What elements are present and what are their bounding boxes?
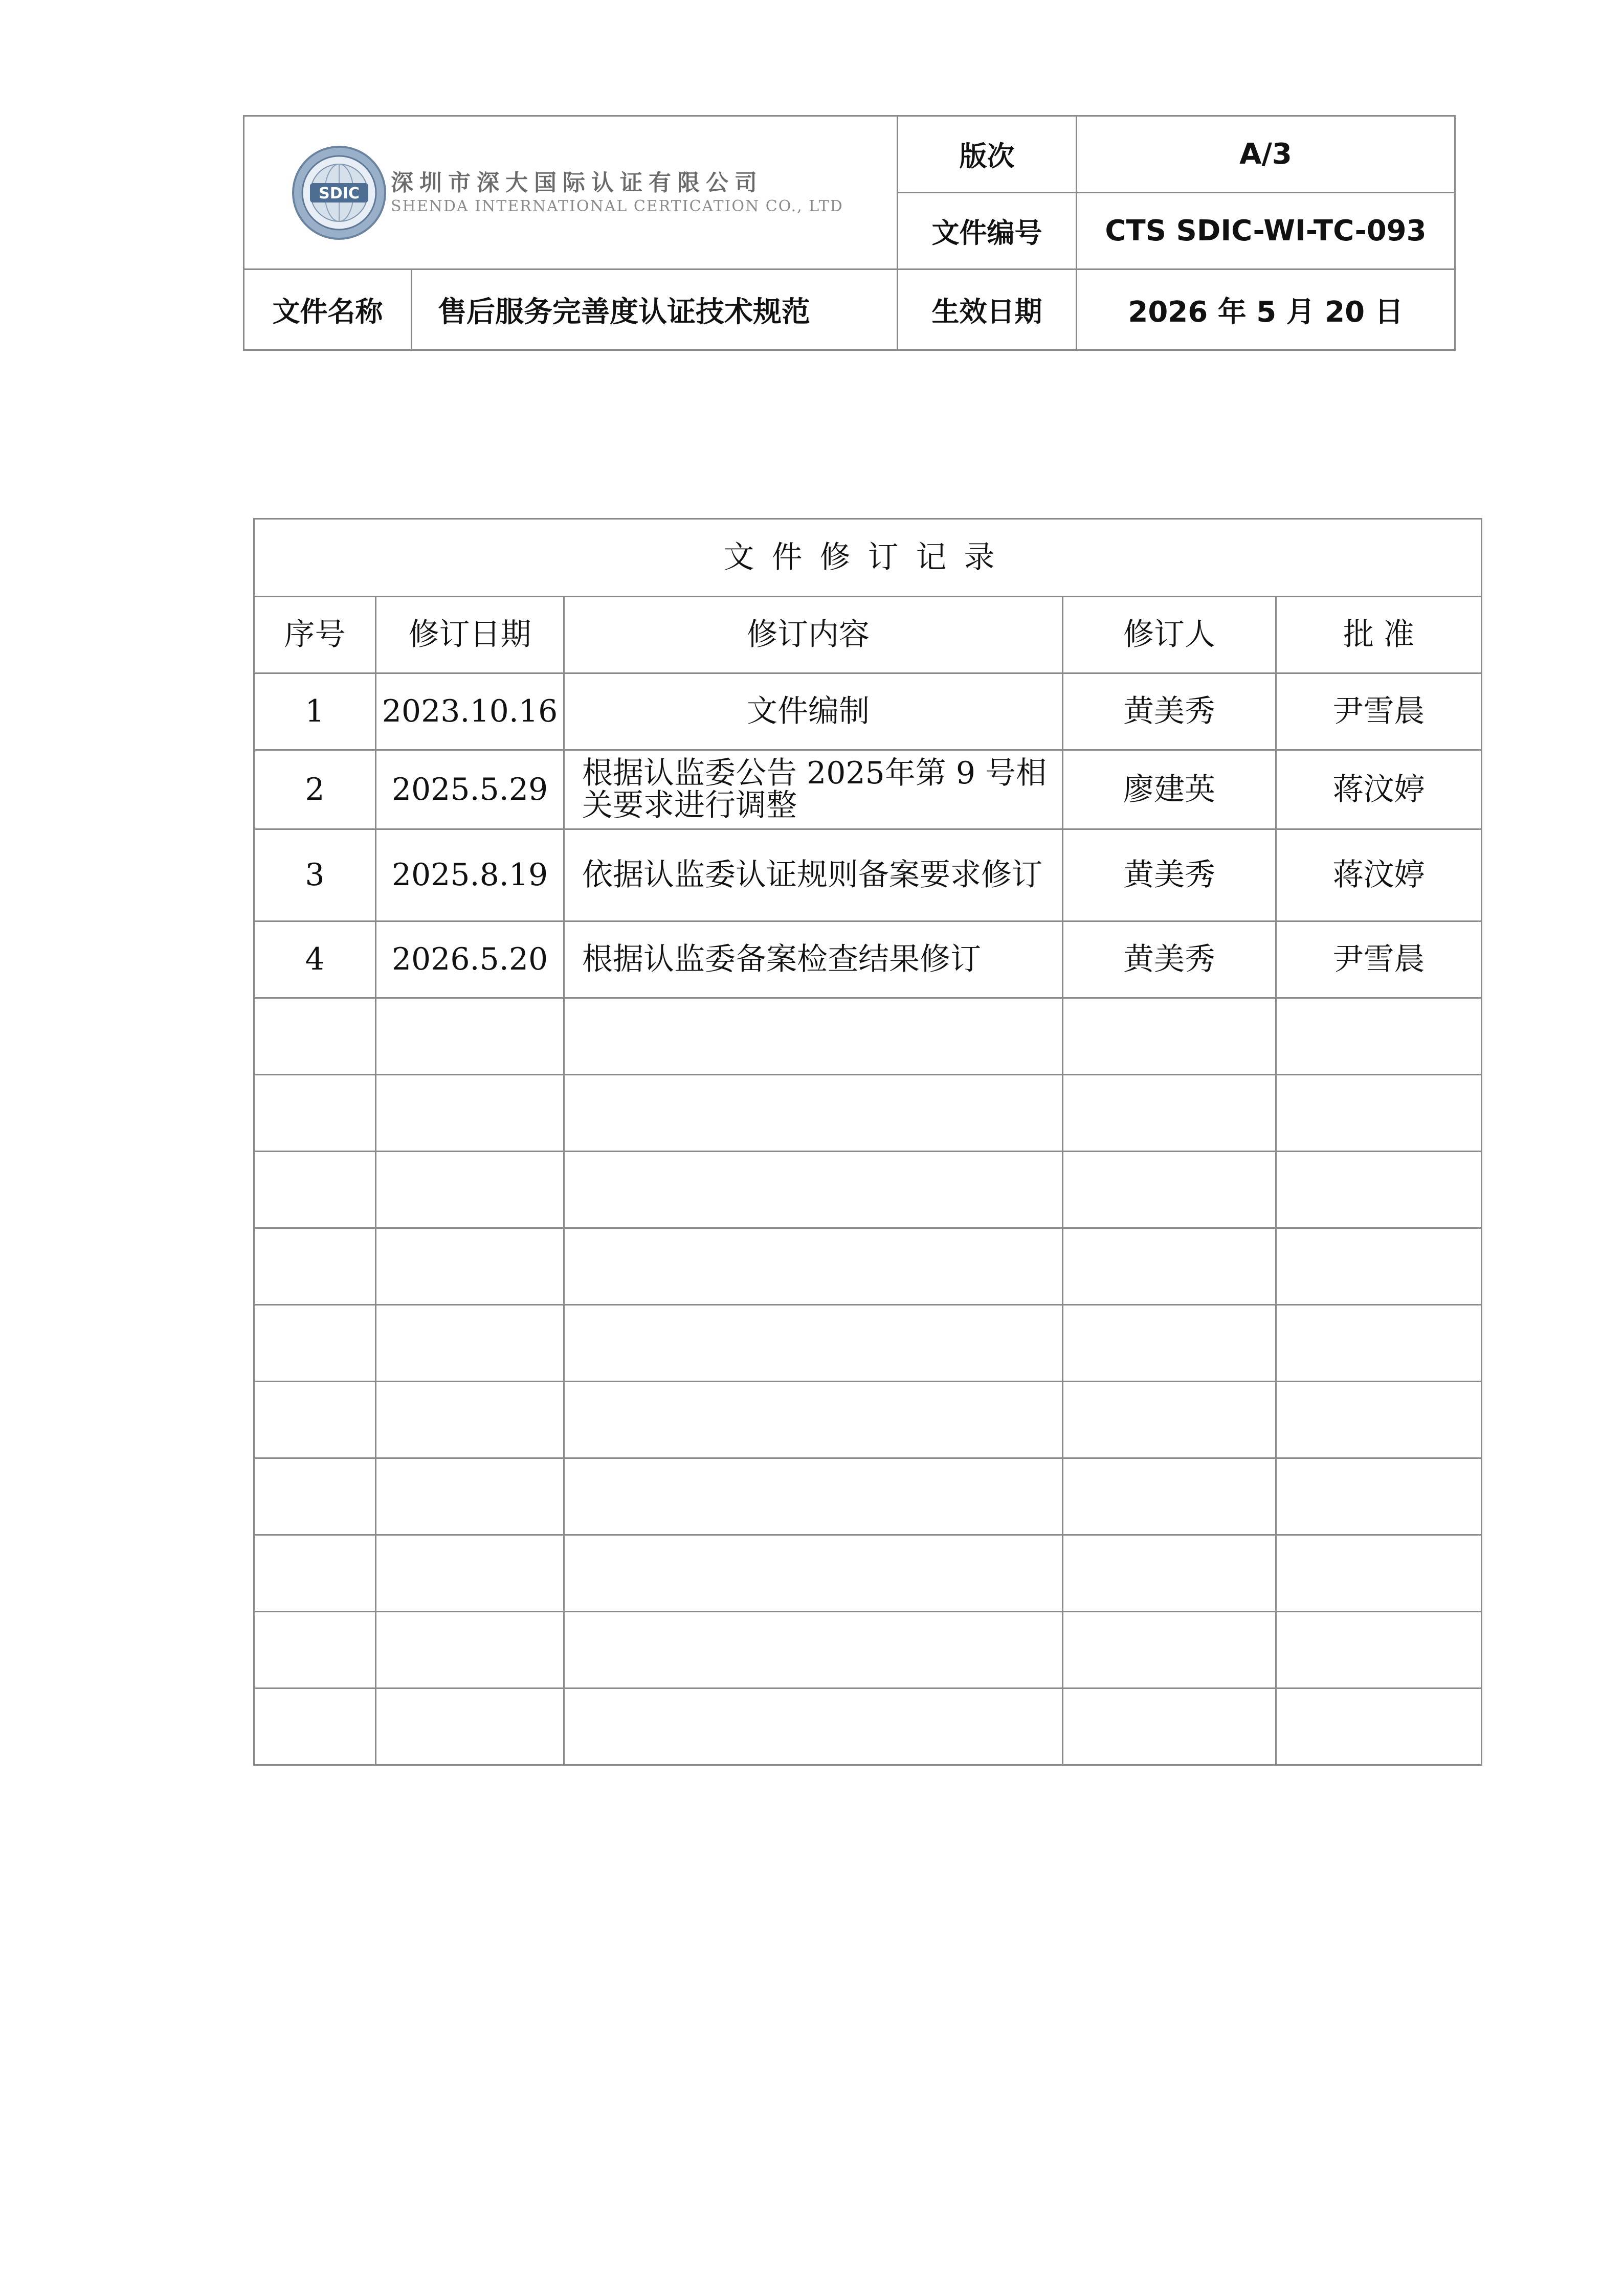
document-header-table xyxy=(243,115,1456,351)
effective-date-value: 2026 年 5 月 20 日 xyxy=(1077,269,1455,350)
empty-cell xyxy=(1276,1689,1482,1765)
table-row xyxy=(254,673,1482,750)
empty-table-row xyxy=(254,1305,1482,1382)
empty-cell xyxy=(254,1305,376,1382)
empty-cell xyxy=(564,1458,1063,1535)
row-reviser: 黄美秀 xyxy=(1063,921,1276,998)
row-approver: 蒋汶婷 xyxy=(1276,750,1482,829)
doc-name-value: 售后服务完善度认证技术规范 xyxy=(412,269,898,350)
company-name-cn: 深圳市深大国际认证有限公司 xyxy=(391,170,763,196)
empty-table-row xyxy=(254,1152,1482,1228)
empty-cell xyxy=(254,1382,376,1458)
empty-cell xyxy=(1063,1612,1276,1689)
empty-cell xyxy=(1063,1382,1276,1458)
revision-record-table xyxy=(253,518,1482,1766)
empty-table-row xyxy=(254,1075,1482,1152)
table-row xyxy=(254,921,1482,998)
empty-cell xyxy=(1276,1458,1482,1535)
empty-cell xyxy=(254,1152,376,1228)
empty-cell xyxy=(1063,1535,1276,1612)
empty-cell xyxy=(564,1228,1063,1305)
row-reviser: 黄美秀 xyxy=(1063,673,1276,750)
doc-name-label: 文件名称 xyxy=(244,269,412,350)
table-row xyxy=(254,750,1482,829)
company-logo-icon xyxy=(291,144,388,241)
empty-cell xyxy=(564,1152,1063,1228)
empty-cell xyxy=(1063,1305,1276,1382)
empty-cell xyxy=(564,1382,1063,1458)
column-header-no: 序号 xyxy=(254,597,376,673)
empty-cell xyxy=(1276,998,1482,1075)
empty-cell xyxy=(564,1075,1063,1152)
company-logo-block xyxy=(244,116,898,269)
row-reviser: 黄美秀 xyxy=(1063,829,1276,921)
row-content: 依据认监委认证规则备案要求修订 xyxy=(564,829,1063,921)
row-no: 1 xyxy=(254,673,376,750)
empty-cell xyxy=(564,1535,1063,1612)
row-date: 2025.8.19 xyxy=(376,829,564,921)
empty-cell xyxy=(1276,1382,1482,1458)
row-no: 2 xyxy=(254,750,376,829)
empty-cell xyxy=(564,1689,1063,1765)
column-header-approver: 批 准 xyxy=(1276,597,1482,673)
row-date: 2025.5.29 xyxy=(376,750,564,829)
row-approver: 蒋汶婷 xyxy=(1276,829,1482,921)
company-name-en: SHENDA INTERNATIONAL CERTICATION CO., LTD xyxy=(391,197,843,216)
row-date: 2023.10.16 xyxy=(376,673,564,750)
empty-cell xyxy=(376,1535,564,1612)
column-header-reviser: 修订人 xyxy=(1063,597,1276,673)
empty-cell xyxy=(254,1075,376,1152)
doc-number-label: 文件编号 xyxy=(898,193,1077,269)
row-approver: 尹雪晨 xyxy=(1276,673,1482,750)
column-header-date: 修订日期 xyxy=(376,597,564,673)
empty-table-row xyxy=(254,998,1482,1075)
row-content: 文件编制 xyxy=(564,673,1063,750)
empty-cell xyxy=(254,998,376,1075)
row-content: 根据认监委备案检查结果修订 xyxy=(564,921,1063,998)
empty-table-row xyxy=(254,1382,1482,1458)
empty-cell xyxy=(254,1228,376,1305)
empty-cell xyxy=(376,1689,564,1765)
empty-cell xyxy=(376,1305,564,1382)
empty-cell xyxy=(376,1075,564,1152)
table-row xyxy=(254,829,1482,921)
row-content: 根据认监委公告 2025年第 9 号相关要求进行调整 xyxy=(564,750,1063,829)
logo-mark-text: SDIC xyxy=(319,184,360,202)
empty-cell xyxy=(254,1689,376,1765)
empty-cell xyxy=(1276,1612,1482,1689)
row-no: 3 xyxy=(254,829,376,921)
empty-cell xyxy=(376,1152,564,1228)
empty-cell xyxy=(564,1305,1063,1382)
empty-cell xyxy=(1276,1535,1482,1612)
version-label: 版次 xyxy=(898,116,1077,193)
empty-cell xyxy=(376,1612,564,1689)
empty-table-row xyxy=(254,1689,1482,1765)
empty-cell xyxy=(376,1458,564,1535)
empty-table-row xyxy=(254,1612,1482,1689)
empty-cell xyxy=(376,998,564,1075)
empty-cell xyxy=(1063,1075,1276,1152)
empty-cell xyxy=(1063,1458,1276,1535)
empty-table-row xyxy=(254,1535,1482,1612)
doc-number-value: CTS SDIC-WI-TC-093 xyxy=(1077,193,1455,269)
empty-cell xyxy=(254,1458,376,1535)
row-reviser: 廖建英 xyxy=(1063,750,1276,829)
empty-cell xyxy=(376,1382,564,1458)
empty-cell xyxy=(564,998,1063,1075)
empty-cell xyxy=(1063,1152,1276,1228)
empty-table-row xyxy=(254,1228,1482,1305)
empty-cell xyxy=(1063,1228,1276,1305)
empty-table-row xyxy=(254,1458,1482,1535)
empty-cell xyxy=(1276,1075,1482,1152)
row-date: 2026.5.20 xyxy=(376,921,564,998)
empty-cell xyxy=(376,1228,564,1305)
empty-cell xyxy=(1276,1305,1482,1382)
row-no: 4 xyxy=(254,921,376,998)
empty-cell xyxy=(254,1535,376,1612)
empty-cell xyxy=(1063,1689,1276,1765)
empty-cell xyxy=(1063,998,1276,1075)
empty-cell xyxy=(254,1612,376,1689)
column-header-content: 修订内容 xyxy=(564,597,1063,673)
effective-date-label: 生效日期 xyxy=(898,269,1077,350)
row-approver: 尹雪晨 xyxy=(1276,921,1482,998)
empty-cell xyxy=(1276,1152,1482,1228)
empty-cell xyxy=(564,1612,1063,1689)
revision-table-title: 文件修订记录 xyxy=(254,519,1482,597)
empty-cell xyxy=(1276,1228,1482,1305)
version-value: A/3 xyxy=(1077,116,1455,193)
